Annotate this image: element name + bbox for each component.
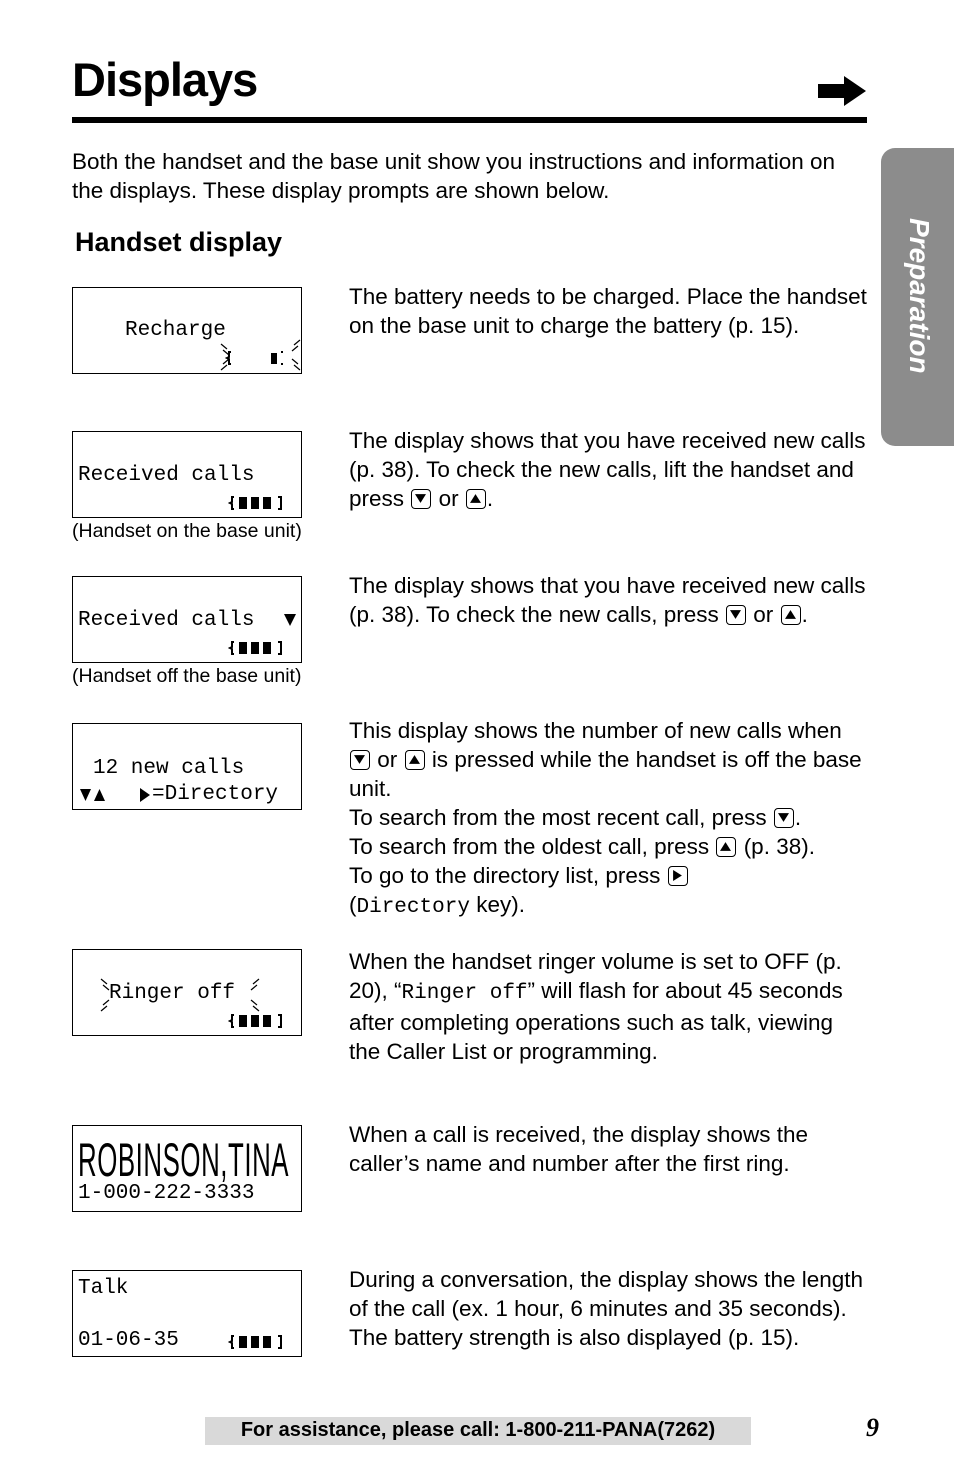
down-key-icon (726, 605, 746, 625)
lcd-caller-number: 1-000-222-3333 (78, 1182, 255, 1205)
lcd-caller-name: ROBINSON,TINA (78, 1133, 290, 1186)
down-arrow-icon (284, 613, 296, 627)
lcd-line1: 12 new calls (93, 757, 245, 780)
down-key-icon (774, 808, 794, 828)
lcd-line1: Recharge (125, 319, 226, 342)
down-up-arrows-icon (80, 787, 108, 803)
lcd-display-caller-id (72, 1125, 302, 1212)
description-received-calls-off-base: The display shows that you have received new calls (p. 38). To check the new calls, press or . (349, 573, 866, 627)
side-tab-label: Preparation (904, 218, 935, 374)
assistance-text: For assistance, please call: 1-800-211-PANA(7262) (240, 1419, 716, 1441)
battery-full-icon (228, 639, 286, 657)
page-title: Displays (72, 53, 258, 106)
battery-full-icon (228, 494, 286, 512)
lcd-line1: Received calls (78, 609, 255, 632)
right-arrow-icon (818, 74, 866, 108)
right-key-icon (668, 866, 688, 886)
flash-icon (249, 977, 261, 1013)
description-talk: During a conversation, the display shows the length of the call (ex. 1 hour, 6 minutes and 35 seconds). The battery strength is also displayed (p. 15). (349, 1267, 864, 1350)
description-recharge: The battery needs to be charged. Place the handset on the base unit to charge the battery (p. 15). (349, 284, 867, 338)
lcd-line1: Ringer off (109, 982, 236, 1005)
lcd-display-recharge (72, 287, 302, 374)
lcd-display-new-calls (72, 723, 302, 810)
assistance-footer (205, 1417, 751, 1445)
down-key-icon (350, 750, 370, 770)
flash-icon (290, 338, 302, 372)
battery-full-icon (228, 1333, 286, 1351)
lcd-display-ringer-off (72, 949, 302, 1036)
down-key-icon (411, 489, 431, 509)
description-new-calls: This display shows the number of new calls when or is pressed while the handset is off the base unit. To search from the most recent call, press . To search from the oldest call, press (p. 38). To go to the directory list, press (Directory key). (349, 718, 862, 919)
section-title: Handset display (75, 227, 283, 257)
display-caption: (Handset off the base unit) (72, 665, 302, 687)
lcd-line1: Talk (78, 1277, 129, 1300)
up-key-icon (716, 837, 736, 857)
up-key-icon (466, 489, 486, 509)
up-key-icon (405, 750, 425, 770)
lcd-call-timer: 01-06-35 (78, 1329, 179, 1352)
up-key-icon (781, 605, 801, 625)
lcd-display-received-calls-on-base (72, 431, 302, 518)
description-caller-id: When a call is received, the display shows the caller’s name and number after the first ring. (349, 1122, 808, 1176)
display-caption: (Handset on the base unit) (72, 520, 302, 542)
page-number: 9 (866, 1413, 879, 1442)
battery-empty-icon (225, 349, 283, 367)
intro-paragraph: Both the handset and the base unit show you instructions and information on the displays. These display prompts are shown below. (72, 149, 836, 203)
description-received-calls-on-base: The display shows that you have received new calls (p. 38). To check the new calls, lift the handset and press or . (349, 428, 866, 511)
lcd-display-received-calls-off-base (72, 576, 302, 663)
title-rule (72, 117, 867, 123)
right-arrow-icon (139, 787, 151, 803)
lcd-line1: Received calls (78, 464, 255, 487)
description-ringer-off: When the handset ringer volume is set to OFF (p. 20), “Ringer off” will flash for about 45 seconds after completing operations such as talk, viewing the Caller List or programming. (349, 949, 843, 1064)
lcd-display-talk (72, 1270, 302, 1357)
lcd-line2: =Directory (152, 783, 279, 806)
battery-full-icon (228, 1012, 286, 1030)
